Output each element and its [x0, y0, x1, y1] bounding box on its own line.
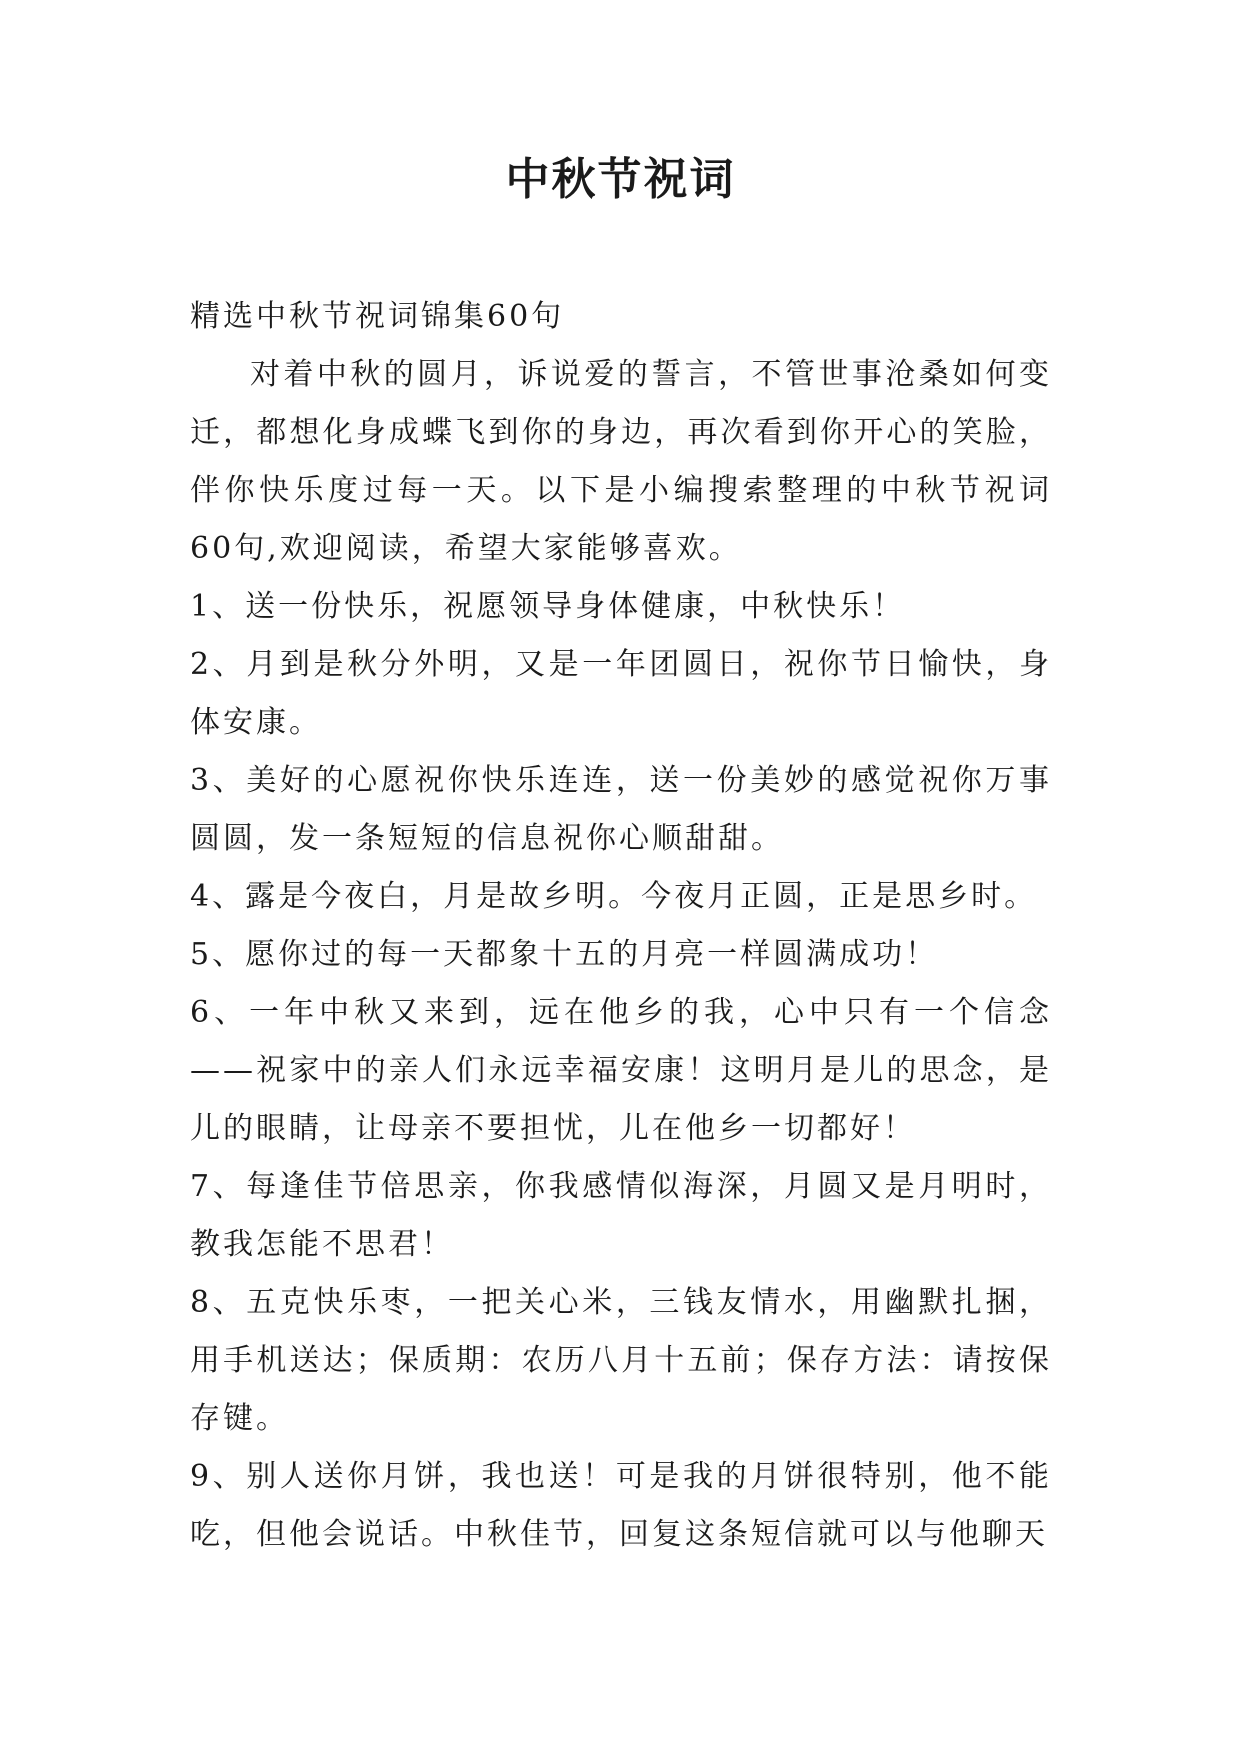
list-item: 4、露是今夜白，月是故乡明。今夜月正圆，正是思乡时。 — [190, 879, 1038, 914]
document-body — [190, 288, 1052, 1564]
list-item: 1、送一份快乐，祝愿领导身体健康，中秋快乐！ — [190, 589, 906, 624]
intro-paragraph: 对着中秋的圆月，诉说爱的誓言，不管世事沧桑如何变迁，都想化身成蝶飞到你的身边，再次看到你开心的笑脸，伴你快乐度过每一天。以下是小编搜索整理的中秋节祝词60句,欢迎阅读，希望大家能够喜欢。 — [190, 357, 1052, 566]
list-item: 8、五克快乐枣，一把关心米，三钱友情水，用幽默扎捆，用手机送达；保质期：农历八月十五前；保存方法：请按保存键。 — [190, 1285, 1052, 1436]
list-item: 2、月到是秋分外明，又是一年团圆日，祝你节日愉快，身体安康。 — [190, 647, 1052, 740]
list-item: 3、美好的心愿祝你快乐连连，送一份美妙的感觉祝你万事圆圆，发一条短短的信息祝你心顺甜甜。 — [190, 763, 1052, 856]
list-item: 7、每逢佳节倍思亲，你我感情似海深，月圆又是月明时，教我怎能不思君！ — [190, 1169, 1052, 1262]
list-item: 9、别人送你月饼，我也送！可是我的月饼很特别，他不能吃，但他会说话。中秋佳节，回复这条短信就可以与他聊天 — [190, 1459, 1052, 1552]
list-item: 6、一年中秋又来到，远在他乡的我，心中只有一个信念——祝家中的亲人们永远幸福安康！这明月是儿的思念，是儿的眼睛，让母亲不要担忧，儿在他乡一切都好！ — [190, 995, 1052, 1146]
document-subtitle: 精选中秋节祝词锦集60句 — [190, 299, 565, 334]
document-title: 中秋节祝词 — [505, 154, 736, 205]
list-item: 5、愿你过的每一天都象十五的月亮一样圆满成功！ — [190, 937, 939, 972]
